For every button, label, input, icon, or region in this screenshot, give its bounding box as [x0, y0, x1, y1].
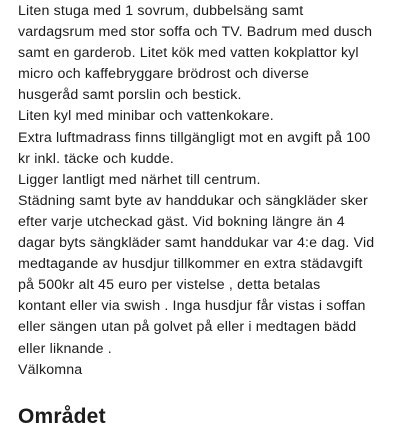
- description-line: Liten kyl med minibar och vattenkokare.: [18, 108, 274, 125]
- description-line: dagar byts sängkläder samt handdukar var 4:e dag. Vid: [18, 235, 375, 252]
- description-line: Extra luftmadrass finns tillgängligt mot en avgift på 100: [18, 129, 371, 146]
- description-line: eller sängen utan på golvet på eller i medtagen bädd: [18, 319, 357, 336]
- description-line: på 500kr alt 45 euro per vistelse , detta betalas: [18, 277, 321, 294]
- description-line: Välkomna: [18, 361, 83, 378]
- description-line: samt en garderob. Litet kök med vatten kokplattor kyl: [18, 45, 359, 62]
- description-line: Ligger lantligt med närhet till centrum.: [18, 171, 261, 188]
- description-line: eller liknande .: [18, 340, 112, 357]
- description-line: husgeråd samt porslin och bestick.: [18, 87, 242, 104]
- description-line: medtagande av husdjur tillkommer en extra städavgift: [18, 256, 363, 273]
- section-heading-area: Området: [18, 405, 106, 428]
- listing-description: [18, 1, 418, 381]
- description-line: micro och kaffebryggare brödrost och diverse: [18, 66, 310, 83]
- description-line: efter varje utcheckad gäst. Vid bokning längre än 4: [18, 213, 345, 230]
- description-line: kontant eller via swish . Inga husdjur får vistas i soffan: [18, 298, 366, 315]
- description-line: Liten stuga med 1 sovrum, dubbelsäng samt: [18, 3, 304, 19]
- description-line: kr inkl. täcke och kudde.: [18, 150, 174, 167]
- description-line: vardagsrum med stor soffa och TV. Badrum med dusch: [18, 24, 373, 41]
- description-line: Städning samt byte av handdukar och sängkläder sker: [18, 192, 368, 209]
